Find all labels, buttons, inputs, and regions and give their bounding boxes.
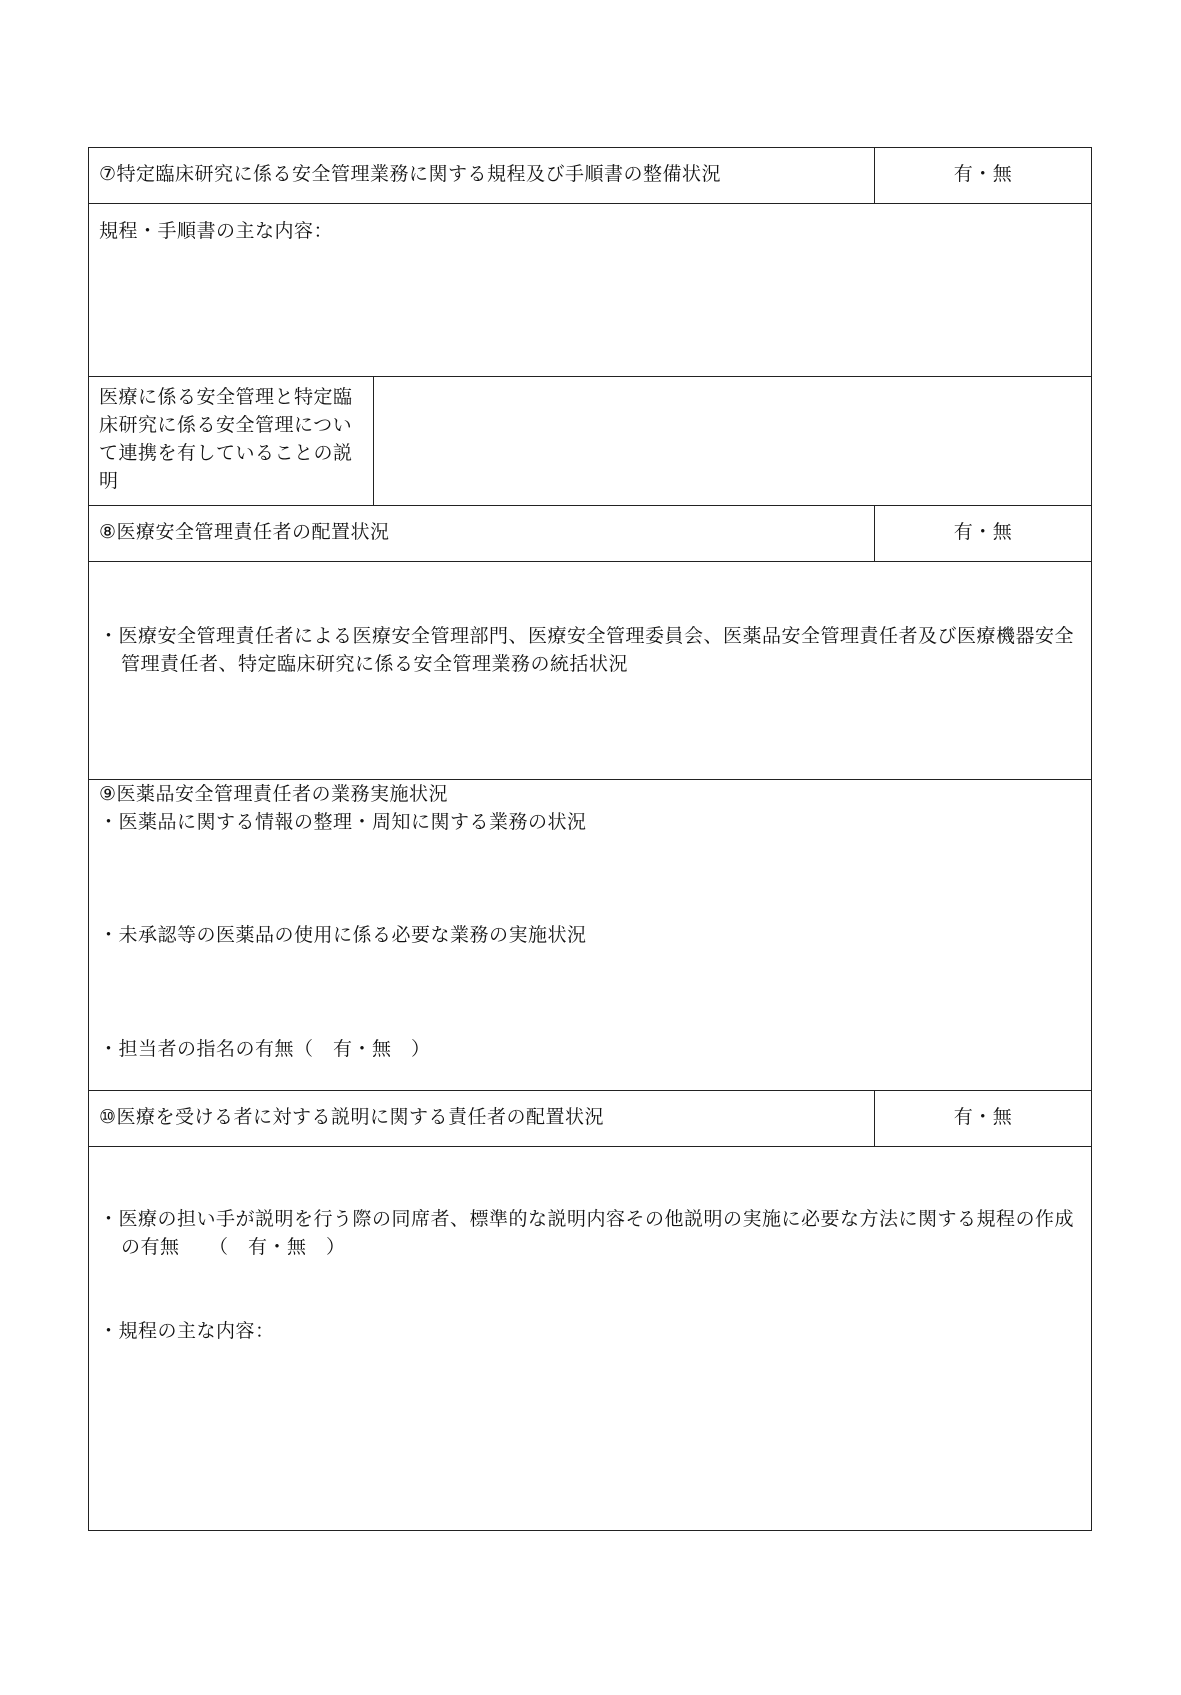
section10-content — [99, 1149, 1087, 1401]
section8-yes-no-cell[interactable] — [874, 506, 1091, 561]
section7-content-row[interactable] — [89, 204, 1091, 377]
section9-item3[interactable]: ・担当者の指名の有無（ 有・無 ） — [99, 1038, 431, 1060]
section7-yes-no-cell[interactable] — [874, 148, 1091, 203]
section10-item1[interactable]: ・医療の担い手が説明を行う際の同席者、標準的な説明内容その他説明の実施に必要な方法に関する規程の作成の有無 （ 有・無 ） — [99, 1208, 1075, 1258]
section8-yes-no[interactable]: 有・無 — [953, 521, 1013, 543]
section7-linkage-label-cell — [89, 377, 373, 505]
section10-yes-no-cell[interactable] — [874, 1091, 1091, 1146]
section8-title-cell — [89, 506, 874, 561]
section7-content-label: 規程・手順書の主な内容： — [99, 220, 334, 242]
section8-title: ⑧医療安全管理責任者の配置状況 — [99, 521, 390, 543]
section7-linkage-value-cell[interactable] — [373, 377, 1091, 505]
section7-header-row — [89, 148, 1091, 204]
section7-title-cell — [89, 148, 874, 203]
section7-yes-no[interactable]: 有・無 — [953, 163, 1013, 185]
section9-item2: ・未承認等の医薬品の使用に係る必要な業務の実施状況 — [99, 924, 587, 946]
section10-content-row[interactable] — [89, 1147, 1091, 1530]
section10-title-cell — [89, 1091, 874, 1146]
section9-item1: ・医薬品に関する情報の整理・周知に関する業務の状況 — [99, 811, 587, 833]
form-table — [88, 147, 1092, 1531]
section10-header-row — [89, 1091, 1091, 1147]
section8-item1: ・医療安全管理責任者による医療安全管理部門、医療安全管理委員会、医薬品安全管理責任者及び医療機器安全管理責任者、特定臨床研究に係る安全管理業務の統括状況 — [99, 625, 1075, 675]
section10-item2: ・規程の主な内容： — [99, 1320, 275, 1342]
section10-yes-no[interactable]: 有・無 — [953, 1106, 1013, 1128]
section7-title: ⑦特定臨床研究に係る安全管理業務に関する規程及び手順書の整備状況 — [99, 163, 722, 185]
section9-title: ⑨医薬品安全管理責任者の業務実施状況 — [99, 783, 449, 805]
section7-linkage-label: 医療に係る安全管理と特定臨床研究に係る安全管理について連携を有していることの説明 — [99, 386, 353, 492]
section8-content-row[interactable] — [89, 562, 1091, 780]
section8-header-row — [89, 506, 1091, 562]
section9-row[interactable] — [89, 780, 1091, 1091]
section7-linkage-row — [89, 377, 1091, 506]
section10-title: ⑩医療を受ける者に対する説明に関する責任者の配置状況 — [99, 1106, 605, 1128]
section8-content — [99, 566, 1087, 734]
